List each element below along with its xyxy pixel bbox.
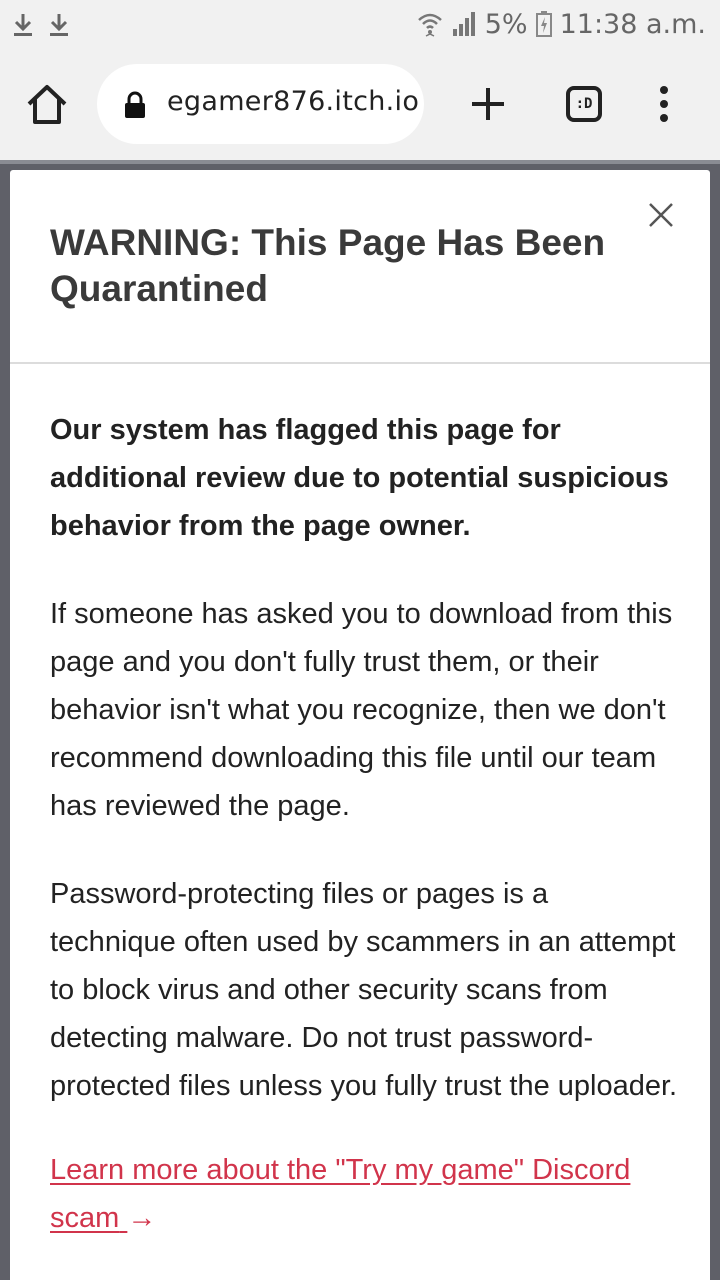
status-indicators [417,6,706,42]
clock: 11:38 a.m. [559,8,706,40]
download-icon [48,12,70,38]
modal-title: WARNING: This Page Has Been Quarantined [50,222,606,309]
plus-icon[interactable] [468,84,508,124]
signal-icon [451,11,477,37]
wifi-icon [417,10,443,38]
learn-more-link[interactable] [50,1146,680,1242]
url-text[interactable]: egamer876.itch.io [167,86,420,117]
learn-more-link-text[interactable]: Learn more about the "Try my game" Discord scam [50,1154,631,1234]
address-bar[interactable] [97,64,424,144]
tabs-icon[interactable]: :D [566,86,602,122]
lock-icon [124,91,146,119]
paragraph-download-warning: If someone has asked you to download from this page and you don't fully trust them, or their behavior isn't what you recognize, then we don't recommend downloading this file until our team has reviewed the page. [50,598,673,822]
arrow-right-icon[interactable]: → [127,1202,157,1234]
download-icon [12,12,34,38]
battery-icon [536,11,552,37]
home-icon[interactable] [24,82,70,128]
warning-modal [10,170,710,1280]
battery-percent: 5% [484,8,528,40]
browser-toolbar [0,48,720,160]
modal-header [10,170,710,364]
modal-body [50,406,680,1242]
lead-text: Our system has flagged this page for additional review due to potential suspicious behavior from the page owner. [50,414,669,542]
close-icon[interactable] [648,202,674,228]
status-bar [0,0,720,48]
toolbar-divider [0,160,720,164]
menu-icon[interactable] [650,84,678,124]
paragraph-password-warning: Password-protecting files or pages is a technique often used by scammers in an attempt to block virus and other security scans from detecting malware. Do not trust password-protected files unless you fully trust the uploader. [50,878,678,1102]
